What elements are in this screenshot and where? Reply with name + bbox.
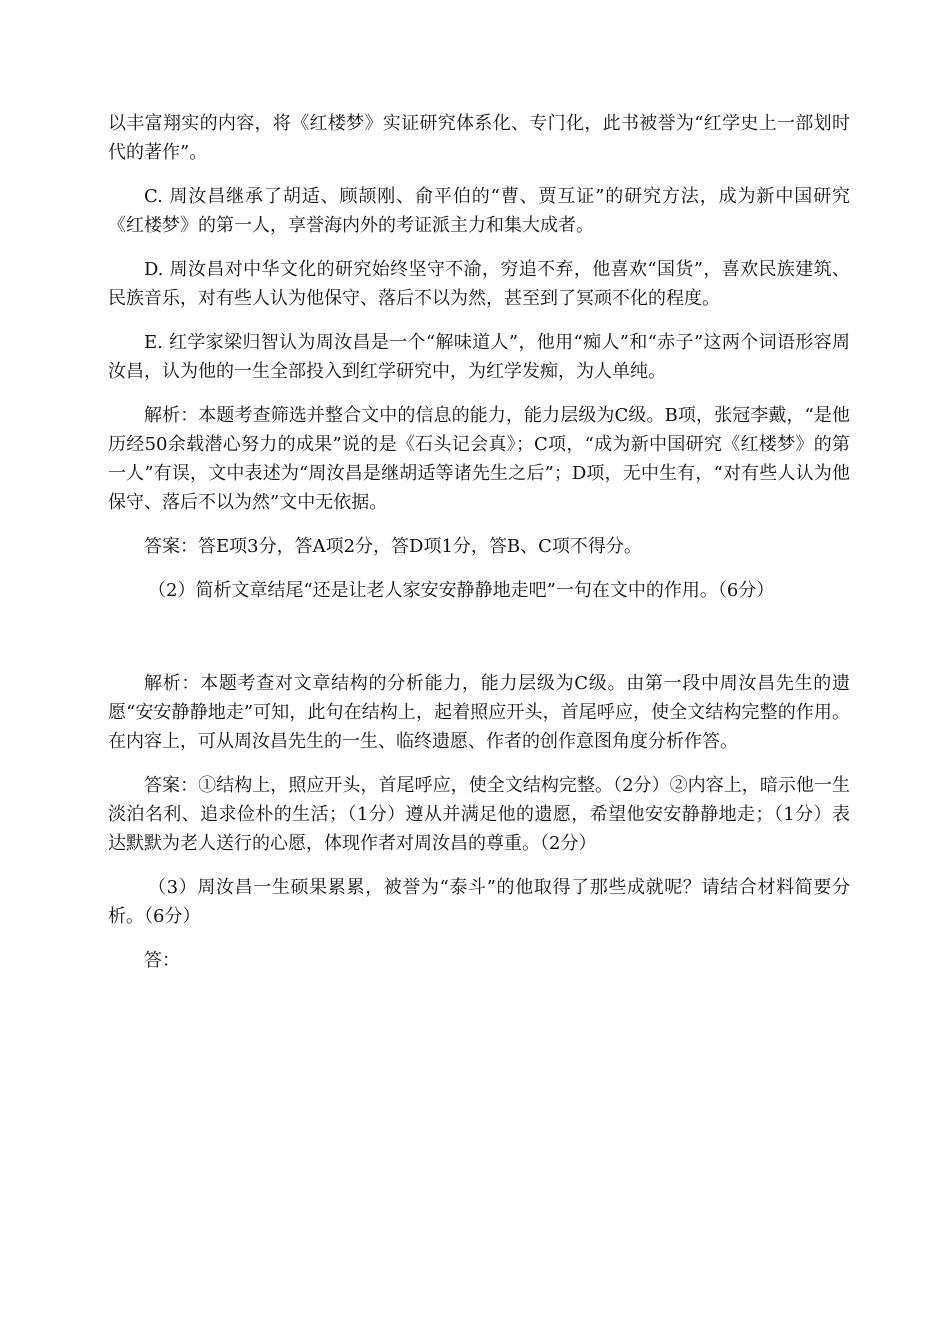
answer-2: 答案：①结构上，照应开头，首尾呼应，使全文结构完整。（2分）②内容上，暗示他一生淡泊名利、追求俭朴的生活；（1分）遵从并满足他的遗愿，希望他安安静静地走；（1分）表达默默为老人送行的心愿，体现作者对周汝昌的尊重。（2分） [108, 775, 850, 854]
answer-3-label: 答： [144, 950, 180, 971]
analysis-1: 解析：本题考查筛选并整合文中的信息的能力，能力层级为C级。B项，张冠李戴，“是他历经50余载潜心努力的成果”说的是《石头记会真》；C项，“成为新中国研究《红楼梦》的第一人”有误，文中表述为“周汝昌是继胡适等诸先生之后”；D项，无中生有，“对有些人认为他保守、落后不以为然”文中无依据。 [108, 405, 850, 513]
document-page [108, 109, 850, 975]
analysis-2: 解析：本题考查对文章结构的分析能力，能力层级为C级。由第一段中周汝昌先生的遗愿“安安静静地走”可知，此句在结构上，起着照应开头，首尾呼应，使全文结构完整的作用。在内容上，可从周汝昌先生的一生、临终遗愿、作者的创作意图角度分析作答。 [108, 673, 850, 752]
question-2: （2）简析文章结尾“还是让老人家安安静静地走吧”一句在文中的作用。（6分） [148, 580, 775, 601]
option-d: D. 周汝昌对中华文化的研究始终坚守不渝，穷追不弃，他喜欢“国货”，喜欢民族建筑、民族音乐，对有些人认为他保守、落后不以为然，甚至到了冥顽不化的程度。 [108, 259, 850, 309]
option-c: C. 周汝昌继承了胡适、顾颉刚、俞平伯的“曹、贾互证”的研究方法，成为新中国研究《红楼梦》的第一人，享誉海内外的考证派主力和集大成者。 [108, 186, 850, 236]
option-e: E. 红学家梁归智认为周汝昌是一个“解味道人”，他用“痴人”和“赤子”这两个词语形容周汝昌，认为他的一生全部投入到红学研究中，为红学发痴，为人单纯。 [108, 332, 850, 382]
option-b-continuation: 以丰富翔实的内容，将《红楼梦》实证研究体系化、专门化，此书被誉为“红学史上一部划时代的著作”。 [108, 113, 850, 163]
question-3: （3）周汝昌一生硕果累累，被誉为“泰斗”的他取得了那些成就呢？请结合材料简要分析。（6分） [108, 877, 850, 927]
answer-1: 答案：答E项3分，答A项2分，答D项1分，答B、C项不得分。 [144, 536, 642, 557]
